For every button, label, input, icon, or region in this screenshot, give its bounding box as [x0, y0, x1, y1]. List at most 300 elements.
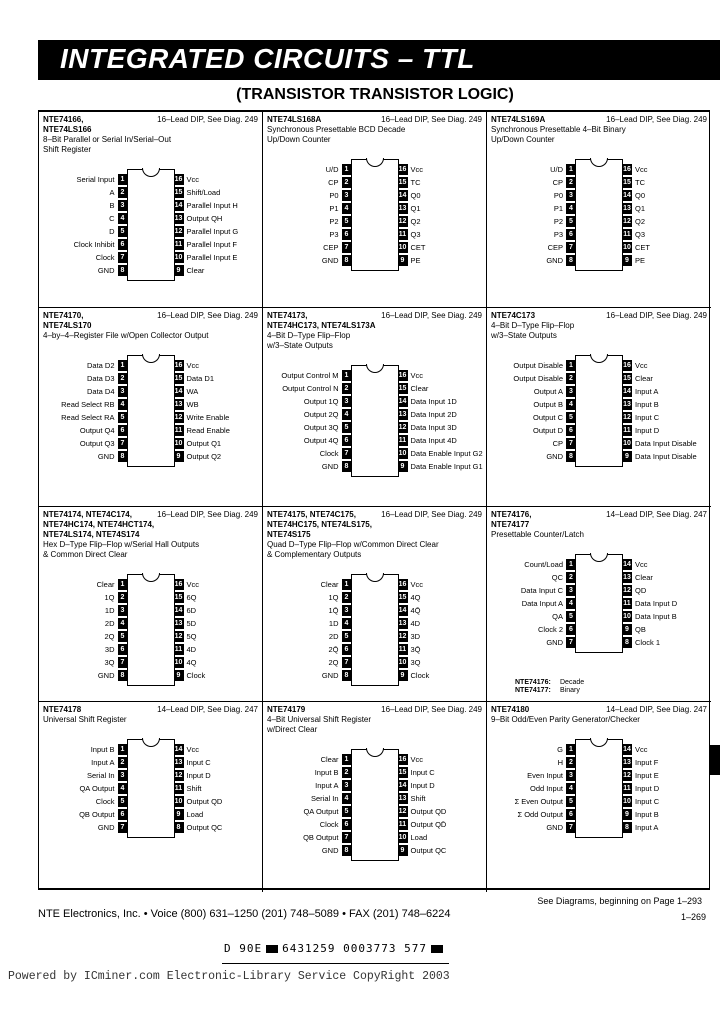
pin-right — [622, 822, 661, 833]
pin-left — [323, 164, 352, 175]
pin-label: Input C — [635, 796, 660, 806]
pin-right — [174, 451, 225, 462]
pin-label: Data Enable Input G2 — [410, 448, 483, 458]
pin-label: Output Control M — [281, 370, 339, 380]
ic-description: Shift Register — [43, 145, 92, 154]
pin-label: 5D — [186, 618, 197, 628]
pin-right — [622, 585, 649, 596]
pin-number: 13 — [398, 795, 407, 802]
pin-right — [622, 770, 662, 781]
pin-label: Vcc — [635, 360, 648, 370]
pin1-notch — [590, 158, 608, 167]
pin-right — [622, 386, 661, 397]
pin-label: Vcc — [635, 164, 648, 174]
pin-number: 9 — [622, 809, 632, 820]
pin-right — [174, 239, 240, 250]
pin-label: Input D — [186, 770, 211, 780]
pin-left — [77, 438, 128, 449]
pin-right — [174, 226, 242, 237]
pin-number: 10 — [398, 834, 407, 841]
pin-label: P3 — [553, 229, 563, 239]
section-tab-marker — [710, 745, 720, 775]
pin-number: 3 — [342, 780, 352, 791]
pin-number: 2 — [118, 373, 128, 384]
pin-left — [88, 744, 128, 755]
pin-right — [622, 164, 651, 175]
pin-number: 12 — [623, 218, 631, 225]
pin-number: 15 — [174, 375, 183, 382]
pin-number: 2 — [342, 767, 352, 778]
pin-left — [325, 177, 351, 188]
pin-number: 4 — [566, 783, 576, 794]
pin-label: Data Input Disable — [635, 438, 697, 448]
pin-label: Vcc — [186, 579, 200, 589]
pin-right — [398, 592, 424, 603]
pin-label: Data Input D — [635, 598, 678, 608]
ic-description: 9–Bit Odd/Even Parity Generator/Checker — [491, 715, 640, 724]
pin-left — [74, 174, 128, 185]
pin-number: 10 — [623, 613, 631, 620]
pin-left — [530, 425, 576, 436]
pin-number: 8 — [566, 255, 576, 266]
pin-left — [94, 579, 128, 590]
pin-number: 6 — [342, 435, 352, 446]
pin-label: WB — [186, 399, 199, 409]
pin-label: CEP — [323, 242, 339, 252]
pin-right — [622, 242, 653, 253]
pin-number: 12 — [398, 633, 407, 640]
pin-number: 7 — [118, 438, 128, 449]
pin-label: Output QD — [410, 806, 447, 816]
pin-right — [622, 412, 662, 423]
part-number: NTE74HC175, NTE74LS175, NTE74S175 — [267, 520, 372, 539]
pin-right — [622, 203, 648, 214]
pin-number: 13 — [623, 574, 631, 581]
pin-label: Output 1Q — [303, 396, 339, 406]
pin-label: 1Q̄ — [328, 605, 339, 615]
pin-number: 8 — [118, 451, 128, 462]
pin-label: Output 3Q — [303, 422, 339, 432]
package-info: 16–Lead DIP, See Diag. 249 — [157, 115, 258, 124]
pin-number: 15 — [398, 179, 407, 186]
pin-right — [174, 438, 225, 449]
pin-number: 8 — [566, 451, 576, 462]
pin-label: Vcc — [410, 754, 424, 764]
powered-by-watermark: Powered by ICminer.com Electronic-Library Service CopyRight 2003 — [8, 970, 450, 983]
pin-right — [398, 422, 460, 433]
ic-description: w/3–State Outputs — [267, 341, 333, 350]
pin-label: Odd Input — [530, 783, 563, 793]
pin-right — [174, 187, 224, 198]
pin-right — [398, 216, 424, 227]
pin-left — [325, 592, 351, 603]
pin-left — [521, 559, 576, 570]
pin-right — [398, 396, 460, 407]
pin-number: 16 — [398, 166, 407, 173]
pin-label: 4Q — [410, 592, 421, 602]
pin-left — [545, 242, 576, 253]
pin-label: 1Q — [104, 592, 115, 602]
pin-left — [543, 637, 576, 648]
pin-label: Input B — [635, 399, 659, 409]
pin-left — [549, 611, 576, 622]
part-number: NTE74175, NTE74C175, — [267, 510, 356, 519]
pin-label: Data Input B — [635, 611, 677, 621]
pin-left — [106, 187, 127, 198]
package-info: 16–Lead DIP, See Diag. 249 — [157, 311, 258, 320]
part-number: NTE74179 — [267, 705, 306, 714]
pin-label: Input A — [635, 822, 659, 832]
pin-label: Vcc — [186, 360, 200, 370]
pin-label: Write Enable — [186, 412, 230, 422]
pin-left — [317, 819, 352, 830]
pin-label: 1D — [104, 605, 115, 615]
pin-right — [622, 360, 651, 371]
pin-number: 4 — [118, 783, 128, 794]
pin-left — [84, 360, 128, 371]
pin-number: 16 — [174, 176, 183, 183]
part-number: NTE74180 — [491, 705, 530, 714]
pin-label: GND — [321, 845, 339, 855]
pin-left — [510, 360, 576, 371]
pin-label: Output Disable — [513, 360, 563, 370]
pin-left — [515, 809, 577, 820]
pin-right — [398, 605, 424, 616]
pin-left — [320, 242, 351, 253]
cell-header — [43, 115, 258, 135]
pin-label: Σ Even Output — [514, 796, 563, 806]
part-number: NTE74LS166 — [43, 125, 92, 134]
pin-label: Clear — [635, 572, 653, 582]
pin-number: 6 — [566, 229, 576, 240]
pin-label: Input D — [635, 783, 660, 793]
cell-header — [267, 115, 482, 125]
pin-label: Input E — [635, 770, 659, 780]
pin-number: 4 — [118, 399, 128, 410]
pin-left — [510, 373, 576, 384]
pin-number: 5 — [566, 796, 576, 807]
pin1-notch — [366, 573, 384, 582]
ic-cell — [487, 702, 711, 892]
pin-left — [555, 757, 576, 768]
pin-right — [398, 448, 486, 459]
ic-cell — [263, 112, 487, 308]
pin-number: 3 — [566, 585, 576, 596]
pin-right — [398, 767, 438, 778]
pin-number: 13 — [174, 759, 183, 766]
pin-label: D — [109, 226, 115, 236]
pin-left — [326, 631, 352, 642]
pin-number: 5 — [566, 412, 576, 423]
pin-label: Output QC — [186, 822, 223, 832]
ic-cell — [263, 308, 487, 507]
pin-label: Input B — [635, 809, 659, 819]
pin-left — [301, 409, 352, 420]
part-number: NTE74LS168A — [267, 115, 322, 124]
pin-number: 5 — [566, 611, 576, 622]
ic-description: Synchronous Presettable 4–Bit Binary — [491, 125, 626, 134]
pin-number: 11 — [398, 437, 407, 444]
ic-description: 4–Bit D–Type Flip–Flop — [267, 331, 351, 340]
ic-pinout-grid — [38, 110, 710, 890]
pin-label: Data Input 4D — [410, 435, 457, 445]
pin-right — [174, 644, 200, 655]
pin-number: 14 — [398, 607, 407, 614]
pin-left — [319, 845, 352, 856]
pin-number: 4 — [118, 618, 128, 629]
pin-right — [174, 618, 200, 629]
pin-left — [551, 203, 576, 214]
pin-right — [174, 796, 226, 807]
pin-number: 4 — [342, 793, 352, 804]
pin-label: Shift — [186, 783, 202, 793]
pin-number: 11 — [623, 785, 631, 792]
pin-label: CP — [552, 438, 563, 448]
pin-label: WA — [186, 386, 199, 396]
pin-left — [308, 793, 352, 804]
pin-label: Q2 — [410, 216, 421, 226]
pin-label: Data Input A — [521, 598, 563, 608]
pin-left — [319, 255, 352, 266]
ic-cell — [263, 702, 487, 892]
part-numbers — [43, 510, 154, 540]
pin-number: 9 — [398, 845, 408, 856]
part-number: NTE74170, — [43, 311, 84, 320]
ic-description: & Complementary Outputs — [267, 550, 362, 559]
cell-header — [267, 510, 482, 540]
pin-label: Clear — [96, 579, 115, 589]
pin-label: P0 — [553, 190, 563, 200]
pin-right — [174, 213, 226, 224]
pin-label: CET — [635, 242, 650, 252]
pin-left — [71, 239, 128, 250]
pin-label: H — [557, 757, 563, 767]
pin-right — [174, 605, 200, 616]
pin-number: 5 — [342, 422, 352, 433]
pin-number: 2 — [566, 572, 576, 583]
pin-left — [279, 383, 351, 394]
pin-left — [531, 386, 576, 397]
ic-description: Hex D–Type Flip–Flop w/Serial Hall Outputs — [43, 540, 200, 549]
pin-left — [106, 213, 127, 224]
cell-header — [491, 510, 707, 530]
pin-label: PE — [410, 255, 421, 265]
pin-label: Clock Inhibit — [73, 239, 115, 249]
ic-description: & Common Direct Clear — [43, 550, 128, 559]
pin-right — [622, 190, 648, 201]
package-info: 14–Lead DIP, See Diag. 247 — [606, 705, 707, 714]
pin-right — [174, 744, 203, 755]
pin1-notch — [590, 354, 608, 363]
package-info: 14–Lead DIP, See Diag. 247 — [157, 705, 258, 714]
pin-label: 2Q — [328, 657, 339, 667]
pin-right — [174, 770, 214, 781]
pin-label: G — [557, 744, 563, 754]
ic-cell — [487, 112, 711, 308]
pin-right — [622, 757, 661, 768]
code-prefix: D 90E — [224, 942, 263, 955]
pin-right — [398, 780, 438, 791]
pin-label: 4Q — [186, 657, 197, 667]
pin-left — [326, 216, 351, 227]
pin-number: 11 — [398, 231, 407, 238]
package-info: 16–Lead DIP, See Diag. 249 — [381, 510, 482, 519]
package-info: 16–Lead DIP, See Diag. 249 — [606, 311, 707, 320]
pin-right — [398, 644, 424, 655]
ic-description: 4–Bit D–Type Flip–Flop — [491, 321, 575, 330]
package-info: 16–Lead DIP, See Diag. 249 — [157, 510, 258, 519]
pin-label: Clock 1 — [635, 637, 661, 647]
pin-number: 5 — [118, 631, 128, 642]
ic-cell — [39, 308, 263, 507]
pin-label: 2D — [328, 631, 339, 641]
pin-left — [58, 412, 127, 423]
pin-number: 2 — [342, 177, 352, 188]
pin-number: 6 — [118, 425, 128, 436]
pin-number: 7 — [342, 242, 352, 253]
pin-right — [174, 386, 202, 397]
code-main: 6431259 0003773 577 — [282, 942, 427, 955]
pin-left — [530, 412, 576, 423]
pin-right — [174, 592, 200, 603]
pin-left — [312, 780, 351, 791]
pin-label: Data Input 3D — [410, 422, 457, 432]
pin-label: 2Q — [104, 631, 115, 641]
page-subtitle: (TRANSISTOR TRANSISTOR LOGIC) — [236, 86, 514, 103]
pin-label: GND — [321, 255, 339, 265]
pin-right — [398, 579, 427, 590]
pin-number: 11 — [623, 231, 631, 238]
pin-left — [95, 670, 128, 681]
pin-number: 14 — [623, 561, 631, 568]
pin-number: 14 — [398, 782, 407, 789]
pin-label: Data Input 2D — [410, 409, 457, 419]
pin-label: P1 — [329, 203, 339, 213]
dip-package — [61, 355, 230, 467]
dip-package — [96, 574, 206, 686]
pin-number: 4 — [566, 203, 576, 214]
pin-right — [174, 412, 233, 423]
pin-right — [398, 435, 460, 446]
pin-label: Q3 — [635, 229, 646, 239]
package-info: 16–Lead DIP, See Diag. 249 — [381, 115, 482, 124]
pin-number: 8 — [622, 637, 632, 648]
ic-description: Up/Down Counter — [491, 135, 555, 144]
pin-left — [301, 435, 352, 446]
pin-left — [318, 754, 352, 765]
pin-label: GND — [546, 637, 563, 647]
pin-left — [93, 252, 128, 263]
pin-left — [278, 370, 351, 381]
pin-left — [318, 579, 352, 590]
pin-number: 16 — [623, 166, 631, 173]
pin-label: Q1 — [635, 203, 646, 213]
pin-left — [102, 618, 128, 629]
pin-label: GND — [97, 670, 115, 680]
pin-right — [174, 174, 203, 185]
pin-number: 10 — [623, 440, 631, 447]
pin-number: 6 — [566, 809, 576, 820]
dip-package — [513, 355, 697, 467]
pin-number: 15 — [623, 179, 631, 186]
ic-description: Synchronous Presettable BCD Decade — [267, 125, 406, 134]
pin-label: Clear — [320, 754, 339, 764]
cell-header — [43, 311, 258, 331]
dip-package — [303, 749, 447, 861]
pin-number: 10 — [174, 440, 183, 447]
pin-left — [512, 796, 576, 807]
pin-label: A — [109, 187, 115, 197]
pin-left — [325, 605, 351, 616]
pin-left — [312, 767, 352, 778]
pin-number: 11 — [174, 646, 183, 653]
pin-label: Clock — [319, 448, 339, 458]
pin-label: Q1 — [410, 203, 421, 213]
pin-label: Parallel Input E — [186, 252, 238, 262]
pin-label: 2Q̄ — [328, 644, 339, 654]
pin-left — [101, 631, 127, 642]
pin-number: 4 — [118, 213, 128, 224]
pin-label: Clear — [186, 265, 205, 275]
pin-label: Parallel Input H — [186, 200, 238, 210]
pin-number: 8 — [622, 822, 632, 833]
pin-right — [622, 598, 680, 609]
pin-label: QB — [635, 624, 646, 634]
pin-number: 13 — [623, 205, 631, 212]
pin-number: 3 — [118, 200, 128, 211]
pin-label: Input A — [91, 757, 115, 767]
part-number: NTE74176, — [491, 510, 532, 519]
pin-number: 8 — [342, 670, 352, 681]
pin-label: GND — [546, 451, 563, 461]
pin-number: 14 — [398, 192, 407, 199]
dip-package — [321, 159, 426, 271]
pin-number: 3 — [342, 396, 352, 407]
pin-left — [326, 618, 352, 629]
pin-left — [326, 203, 351, 214]
part-number: NTE74177 — [491, 520, 530, 529]
title-banner — [38, 40, 720, 80]
pin-right — [398, 670, 433, 681]
cell-header — [491, 311, 707, 321]
pin-label: Shift/Load — [186, 187, 221, 197]
pin-number: 15 — [398, 594, 407, 601]
pin-number: 1 — [342, 754, 352, 765]
pin-left — [88, 757, 127, 768]
pin-right — [398, 793, 429, 804]
pin-number: 3 — [118, 770, 128, 781]
pin-number: 13 — [398, 411, 407, 418]
pin-label: Output QD — [186, 796, 223, 806]
pin-label: 6Q — [186, 592, 197, 602]
page-number: 1–269 — [680, 912, 706, 922]
pin-label: Read Select RA — [61, 412, 115, 422]
pin-number: 12 — [623, 587, 631, 594]
pin-label: Input A — [635, 386, 659, 396]
pin-number: 16 — [174, 581, 183, 588]
pin-left — [76, 809, 127, 820]
pin-left — [518, 585, 576, 596]
pin-label: GND — [321, 461, 339, 471]
pin-number: 7 — [342, 657, 352, 668]
pin-label: Output A — [533, 386, 563, 396]
pin-label: GND — [321, 670, 339, 680]
pin-label: Input F — [635, 757, 659, 767]
pin-number: 8 — [342, 845, 352, 856]
pin-number: 1 — [342, 579, 352, 590]
pin-number: 1 — [118, 579, 128, 590]
pin-number: 14 — [623, 746, 631, 753]
